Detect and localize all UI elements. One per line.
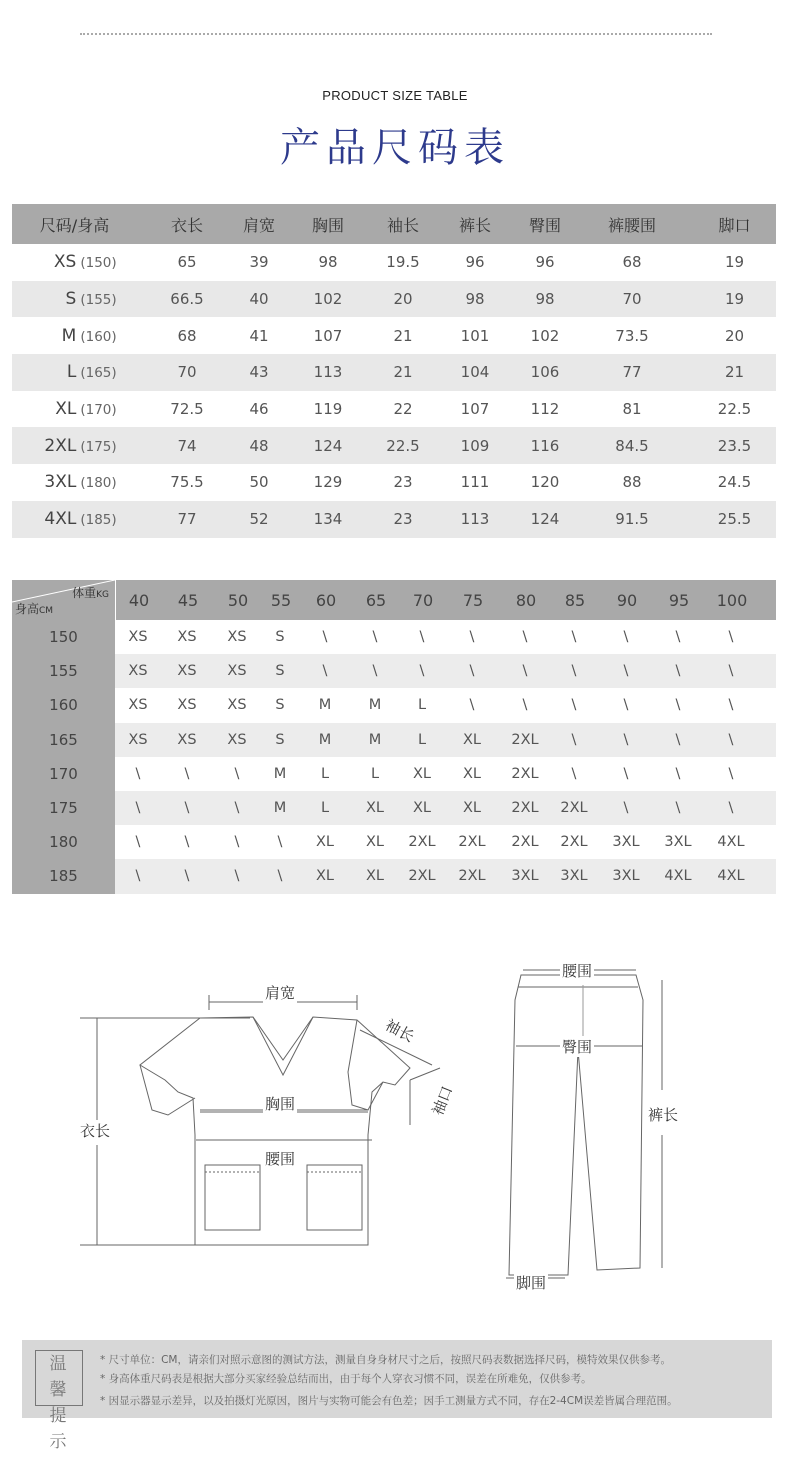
table-cell: XL: [365, 834, 384, 851]
table-cell: 119: [313, 400, 343, 419]
size-code: 4XL: [44, 509, 77, 530]
table-cell: 70: [622, 290, 642, 309]
height-cell: 170: [12, 757, 115, 791]
table-cell: 22.5: [386, 436, 420, 455]
weight-header: 55: [270, 590, 292, 610]
column-header: 胸围: [311, 215, 344, 235]
measurement-diagram: [0, 950, 790, 1300]
table-cell: S: [275, 697, 285, 714]
table-cell: 22: [393, 400, 413, 419]
table-cell: \: [419, 629, 425, 646]
table-cell: \: [184, 765, 190, 782]
column-header: 衣长: [170, 215, 203, 235]
table-cell: XS: [128, 731, 148, 748]
table-cell: 113: [460, 510, 490, 529]
table-cell: 2XL: [511, 731, 539, 748]
table-cell: \: [522, 629, 528, 646]
table-cell: \: [728, 629, 734, 646]
size-code: XL: [55, 399, 77, 420]
table-cell: \: [675, 800, 681, 817]
table-cell: \: [675, 731, 681, 748]
size-code: L: [66, 362, 77, 383]
table-cell: XL: [365, 868, 384, 885]
table-row: [12, 281, 776, 318]
table-cell: XL: [462, 765, 481, 782]
table-cell: 72.5: [170, 400, 204, 419]
page-subtitle: PRODUCT SIZE TABLE: [322, 88, 468, 103]
weight-header: 90: [616, 590, 638, 610]
weight-header: 70: [412, 590, 434, 610]
table-cell: \: [571, 629, 577, 646]
table-cell: L: [320, 765, 330, 782]
table-cell: XL: [315, 834, 334, 851]
table-cell: 96: [465, 253, 485, 272]
table-cell: 3XL: [664, 834, 692, 851]
table-cell: 98: [465, 290, 485, 309]
table-cell: L: [417, 697, 427, 714]
table-cell: 2XL: [458, 868, 486, 885]
table-cell: 2XL: [511, 834, 539, 851]
table-cell: \: [728, 697, 734, 714]
table-cell: 50: [249, 473, 269, 492]
height-axis-label: [15, 600, 53, 617]
table-cell: XS: [177, 663, 197, 680]
table-cell: \: [728, 731, 734, 748]
table-cell: L: [417, 731, 427, 748]
weight-header: 75: [462, 590, 484, 610]
table-cell: 111: [460, 473, 490, 492]
size-cell: [12, 362, 137, 382]
table-cell: S: [275, 629, 285, 646]
height-unit: CM: [39, 606, 54, 616]
table-cell: \: [184, 800, 190, 817]
table-cell: 21: [393, 363, 413, 382]
size-cell: [12, 399, 137, 419]
weight-header: 95: [668, 590, 690, 610]
table-cell: 2XL: [511, 765, 539, 782]
table-cell: 39: [249, 253, 269, 272]
table-cell: 19.5: [386, 253, 420, 272]
table-cell: \: [234, 834, 240, 851]
table-row: [12, 354, 776, 391]
table-row: [12, 825, 776, 859]
table-cell: M: [273, 800, 287, 817]
page-title: 产品尺码表: [280, 125, 510, 171]
table-cell: 25.5: [717, 510, 752, 529]
table-cell: \: [675, 629, 681, 646]
table-cell: XS: [128, 697, 148, 714]
table-cell: M: [368, 697, 382, 714]
table-row: [12, 723, 776, 757]
corner-cell: [12, 580, 116, 620]
table-cell: \: [571, 697, 577, 714]
garment-illustration: [0, 950, 790, 1300]
height-cell: 160: [12, 688, 115, 722]
body-length-label: 衣长: [80, 1122, 111, 1140]
weight-unit: KG: [96, 590, 109, 600]
table-cell: 2XL: [560, 800, 588, 817]
hem-label: 脚围: [516, 1274, 547, 1292]
table-cell: XS: [177, 629, 197, 646]
size-height: (180): [80, 475, 117, 492]
table-cell: \: [372, 629, 378, 646]
table-cell: 21: [393, 326, 413, 345]
table-cell: \: [571, 663, 577, 680]
table-cell: 96: [535, 253, 555, 272]
v-neck: [253, 1017, 313, 1075]
table-cell: 88: [622, 473, 642, 492]
table-cell: \: [234, 800, 240, 817]
table-cell: 3XL: [612, 868, 640, 885]
table-cell: 2XL: [408, 834, 436, 851]
table-cell: \: [135, 868, 141, 885]
table-cell: 3XL: [560, 868, 588, 885]
table-cell: 4XL: [717, 834, 745, 851]
table-cell: 107: [313, 326, 343, 345]
table-cell: XL: [412, 800, 431, 817]
notice-panel: [22, 1340, 772, 1452]
table-cell: L: [370, 765, 380, 782]
table-cell: \: [135, 765, 141, 782]
waist-label: 腰围: [265, 1150, 296, 1168]
table-cell: \: [522, 663, 528, 680]
table-cell: \: [623, 697, 629, 714]
height-cell: 155: [12, 654, 115, 688]
notice-line: * 身高体重尺码表是根据大部分买家经验总结而出，由于每个人穿衣习惯不同，误差在所难免，仅供参考。: [100, 1373, 592, 1385]
height-weight-table: [12, 580, 776, 894]
weight-header: 85: [564, 590, 586, 610]
height-cell: 180: [12, 825, 115, 859]
table-cell: 124: [313, 436, 343, 455]
table-cell: \: [184, 834, 190, 851]
height-cell: 165: [12, 723, 115, 757]
size-cell: [12, 289, 137, 309]
weight-table-header: [12, 580, 776, 620]
weight-axis-label: [72, 584, 109, 601]
table-cell: \: [184, 868, 190, 885]
table-cell: XL: [462, 731, 481, 748]
table-cell: 40: [249, 290, 269, 309]
size-height: (160): [80, 328, 117, 345]
cuff-label: 袖口: [426, 1081, 458, 1120]
table-cell: 41: [249, 326, 269, 345]
table-cell: 113: [313, 363, 343, 382]
table-row: [12, 859, 776, 893]
table-cell: 68: [177, 326, 197, 345]
table-cell: \: [522, 697, 528, 714]
column-header: 尺码/身高: [39, 215, 110, 235]
table-cell: 68: [622, 253, 642, 272]
table-cell: \: [623, 800, 629, 817]
table-cell: \: [277, 834, 283, 851]
size-table-header: [12, 204, 776, 244]
table-cell: 134: [313, 510, 343, 529]
size-code: XS: [53, 252, 77, 273]
notice-badge-line: 提示: [49, 1406, 75, 1452]
table-row: [12, 688, 776, 722]
table-cell: XL: [365, 800, 384, 817]
size-table: [12, 204, 776, 538]
table-cell: \: [675, 663, 681, 680]
table-row: [12, 244, 776, 281]
table-cell: 73.5: [615, 326, 649, 345]
table-cell: \: [728, 765, 734, 782]
table-cell: \: [571, 731, 577, 748]
weight-header: 40: [128, 590, 150, 610]
size-height: (175): [80, 438, 117, 455]
table-cell: 4XL: [664, 868, 692, 885]
table-cell: 43: [249, 363, 269, 382]
size-cell: [12, 472, 137, 492]
table-cell: \: [623, 663, 629, 680]
table-cell: 77: [177, 510, 197, 529]
table-cell: 20: [393, 290, 413, 309]
table-cell: \: [675, 765, 681, 782]
table-cell: 124: [530, 510, 560, 529]
shoulder-label: 肩宽: [265, 984, 296, 1002]
size-height: (165): [80, 365, 117, 382]
notice-line: * 因显示器显示差异，以及拍摄灯光原因，图片与实物可能会有色差；因手工测量方式不同，存在2-4CM误差皆属合理范围。: [100, 1395, 678, 1407]
table-cell: XS: [227, 663, 247, 680]
table-cell: XS: [128, 663, 148, 680]
weight-header: 45: [177, 590, 199, 610]
table-cell: 22.5: [717, 400, 752, 419]
height-cell: 185: [12, 859, 115, 893]
size-height: (170): [80, 402, 117, 419]
table-cell: \: [419, 663, 425, 680]
table-cell: 104: [460, 363, 490, 382]
right-sleeve: [348, 1020, 383, 1110]
table-cell: XL: [315, 868, 334, 885]
table-row: [12, 391, 776, 428]
table-cell: \: [623, 629, 629, 646]
left-sleeve: [140, 1065, 195, 1115]
weight-header: 60: [315, 590, 337, 610]
right-pocket: [307, 1165, 362, 1230]
weight-header: 100: [716, 590, 748, 610]
table-row: [12, 620, 776, 654]
table-row: [12, 791, 776, 825]
table-cell: 2XL: [511, 800, 539, 817]
size-code: 3XL: [44, 472, 77, 493]
weight-header: 50: [227, 590, 249, 610]
table-cell: 116: [530, 436, 560, 455]
table-cell: M: [318, 697, 332, 714]
table-cell: \: [675, 697, 681, 714]
size-code: 2XL: [44, 435, 77, 456]
table-cell: 74: [177, 436, 197, 455]
table-cell: 3XL: [612, 834, 640, 851]
table-cell: \: [623, 731, 629, 748]
size-height: (155): [80, 292, 117, 309]
table-cell: XS: [227, 697, 247, 714]
table-cell: 81: [622, 400, 642, 419]
height-cell: 150: [12, 620, 115, 654]
size-cell: [12, 509, 137, 529]
table-cell: \: [277, 868, 283, 885]
table-cell: XS: [177, 697, 197, 714]
table-cell: 3XL: [511, 868, 539, 885]
table-row: [12, 501, 776, 538]
column-header: 裤长: [458, 215, 491, 235]
table-row: [12, 654, 776, 688]
table-cell: 52: [249, 510, 269, 529]
table-cell: 4XL: [717, 868, 745, 885]
table-cell: 19: [724, 253, 745, 272]
table-cell: M: [368, 731, 382, 748]
weight-header: 65: [365, 590, 387, 610]
table-cell: 21: [724, 363, 745, 382]
table-cell: 106: [530, 363, 560, 382]
table-cell: \: [135, 834, 141, 851]
column-header: 裤腰围: [607, 215, 656, 235]
table-cell: XL: [462, 800, 481, 817]
table-cell: L: [320, 800, 330, 817]
table-cell: \: [728, 800, 734, 817]
dotted-divider: [80, 33, 712, 35]
table-cell: 107: [460, 400, 490, 419]
table-cell: \: [322, 663, 328, 680]
table-cell: \: [234, 868, 240, 885]
notice-line: * 尺寸单位：CM，请亲们对照示意图的测试方法，测量自身身材尺寸之后，按照尺码表数据选择尺码，模特效果仅供参考。: [100, 1354, 671, 1366]
table-cell: 23: [393, 510, 413, 529]
column-header: 臀围: [528, 215, 561, 235]
column-header: 袖长: [386, 215, 419, 235]
column-header: 脚口: [718, 215, 751, 235]
table-cell: XS: [227, 629, 247, 646]
notice-badge-line: 温馨: [49, 1354, 75, 1400]
chest-label: 胸围: [265, 1095, 296, 1113]
size-cell: [12, 326, 137, 346]
hip-label: 臀围: [562, 1038, 593, 1056]
table-row: [12, 317, 776, 354]
table-row: [12, 427, 776, 464]
table-cell: 2XL: [408, 868, 436, 885]
table-cell: 48: [249, 436, 269, 455]
size-cell: [12, 436, 137, 456]
table-cell: \: [469, 629, 475, 646]
table-cell: 24.5: [717, 473, 752, 492]
table-cell: 23.5: [717, 436, 752, 455]
table-cell: \: [728, 663, 734, 680]
table-cell: S: [275, 731, 285, 748]
table-cell: 91.5: [615, 510, 649, 529]
table-cell: 101: [460, 326, 490, 345]
size-cell: [12, 252, 137, 272]
table-cell: 20: [724, 326, 745, 345]
size-code: S: [65, 289, 77, 310]
table-cell: 112: [530, 400, 560, 419]
table-cell: 84.5: [615, 436, 649, 455]
weight-header: 80: [515, 590, 537, 610]
table-cell: 2XL: [560, 834, 588, 851]
left-pocket: [205, 1165, 260, 1230]
top-outline: [140, 1017, 410, 1245]
table-cell: XS: [177, 731, 197, 748]
height-cell: 175: [12, 791, 115, 825]
table-cell: 23: [393, 473, 413, 492]
table-cell: 129: [313, 473, 343, 492]
weight-label: 体重: [72, 586, 97, 600]
size-height: (150): [80, 255, 117, 272]
column-header: 肩宽: [242, 215, 275, 235]
table-cell: \: [571, 765, 577, 782]
table-cell: XS: [227, 731, 247, 748]
size-height: (185): [80, 512, 117, 529]
table-cell: \: [469, 663, 475, 680]
notice-badge: [35, 1350, 83, 1452]
table-cell: 75.5: [170, 473, 204, 492]
sleeve-label: 袖长: [380, 1013, 420, 1048]
table-cell: XL: [412, 765, 431, 782]
table-cell: 109: [460, 436, 490, 455]
table-cell: 2XL: [458, 834, 486, 851]
table-cell: 98: [318, 253, 338, 272]
table-cell: 66.5: [170, 290, 204, 309]
table-cell: 120: [530, 473, 560, 492]
table-cell: \: [469, 697, 475, 714]
table-cell: 77: [622, 363, 642, 382]
pants-outline: [509, 975, 643, 1275]
table-cell: M: [273, 765, 287, 782]
table-cell: \: [623, 765, 629, 782]
table-cell: S: [275, 663, 285, 680]
pants-length-label: 裤长: [648, 1106, 679, 1124]
pants-waist-label: 腰围: [562, 962, 593, 980]
table-cell: 98: [535, 290, 555, 309]
table-cell: 102: [313, 290, 343, 309]
table-cell: XS: [128, 629, 148, 646]
size-code: M: [61, 325, 77, 346]
table-cell: M: [318, 731, 332, 748]
table-cell: 102: [530, 326, 560, 345]
table-cell: 65: [177, 253, 197, 272]
height-label: 身高: [15, 602, 40, 616]
table-cell: 70: [177, 363, 197, 382]
table-cell: 19: [724, 290, 745, 309]
table-row: [12, 464, 776, 501]
table-row: [12, 757, 776, 791]
table-cell: \: [234, 765, 240, 782]
table-cell: 46: [249, 400, 269, 419]
table-cell: \: [322, 629, 328, 646]
table-cell: \: [372, 663, 378, 680]
table-cell: \: [135, 800, 141, 817]
